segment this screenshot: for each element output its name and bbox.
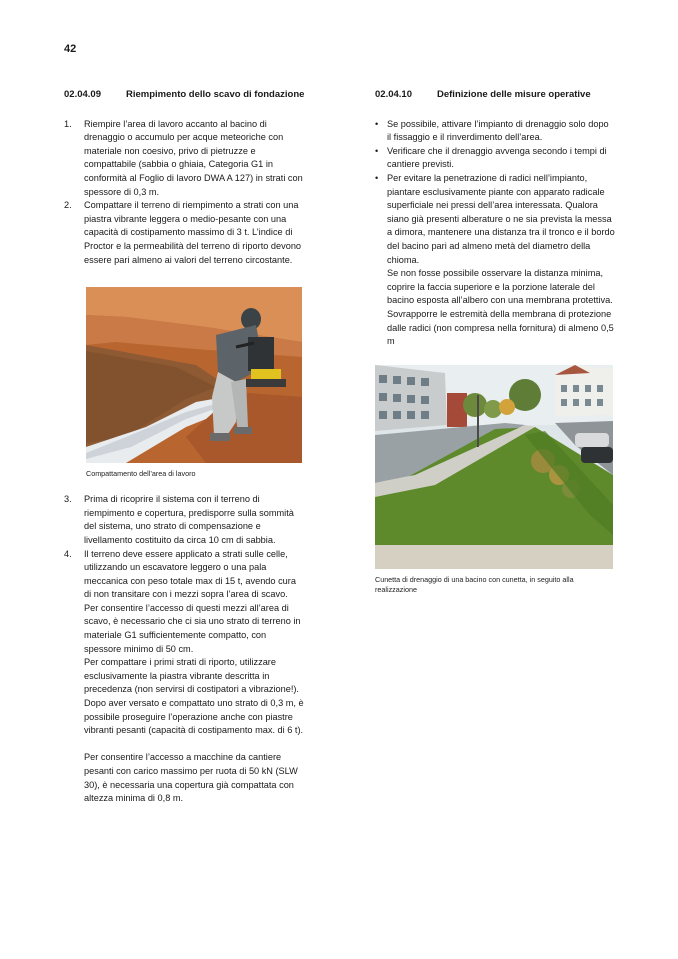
numbered-list: [64, 118, 304, 268]
left-column: [64, 88, 304, 806]
list-item-paragraph: Per compattare i primi strati di riporto, utilizzare esclusivamente la piastra vibrante descritta in precedenza (non servirsi di costipatori a vibrazione!). Dopo aver versato e compattato uno strato di 0,3 m, è possibile proseguire l’operazione anche con piastre vibranti pesanti (capacità di costipamento max. di 6 t).: [84, 657, 304, 736]
bullet-item: [375, 145, 615, 172]
list-item-text: Compattare il terreno di riempimento a strati con una piastra vibrante leggera o medio-pesante con una capacità di costipamento massimo di 3 t. L’indice di Proctor e la permeabilità del terreno di riporto devono essere pari almeno ai valori del terreno circostante.: [84, 200, 302, 265]
list-item: [64, 118, 304, 200]
bullet-text: Verificare che il drenaggio avvenga secondo i tempi di cantiere previsti.: [387, 145, 607, 170]
page-number: 42: [64, 43, 77, 55]
list-marker: 2.: [64, 200, 72, 211]
bullet-marker: •: [375, 145, 379, 156]
right-column: [375, 88, 615, 595]
list-item-paragraph: Per consentire l’accesso di questi mezzi all’area di scavo, è necessario che ci sia uno strato di terreno in materiale G1 sufficientemente compatto, con spessore minimo di 50 cm.: [84, 602, 301, 654]
list-item-paragraph: Il terreno deve essere applicato a strati sulle celle, utilizzando un escavatore leggero o una pala meccanica con peso totale max di 15 t, avendo cura di non transitare con i mezzi sopra l’area di scavo.: [84, 548, 296, 600]
list-item-paragraph: Per consentire l’accesso a macchine da cantiere pesanti con carico massimo per ruota di 50 kN (SLW 30), è necessaria una copertura già compattata con altezza minima di 0,8 m.: [84, 752, 298, 804]
section-number: 02.04.10: [375, 89, 412, 100]
figure-caption: Compattamento dell’area di lavoro: [86, 469, 196, 479]
bullet-item: [375, 118, 615, 145]
bullet-marker: •: [375, 172, 379, 183]
section-title: Riempimento dello scavo di fondazione: [126, 89, 305, 100]
list-item: [64, 199, 304, 267]
section-heading-left: [64, 88, 304, 102]
compaction-photo: [86, 287, 302, 463]
figure-caption: Cunetta di drenaggio di una bacino con cunetta, in seguito alla realizzazione: [375, 574, 574, 594]
list-item: [64, 493, 304, 547]
list-marker: 3.: [64, 494, 72, 505]
drainage-swale-photo: [375, 365, 613, 569]
list-marker: 1.: [64, 118, 72, 129]
list-item-text: Prima di ricoprire il sistema con il terreno di riempimento e copertura, predisporre sulla sommità del sistema, uno strato di compensazione e livellamento costituito da circa 10 cm di sabbia.: [84, 494, 294, 545]
bullet-item: [375, 172, 615, 349]
list-item-text: Riempire l’area di lavoro accanto al bacino di drenaggio o accumulo per acque meteoriche con materiale non coesivo, privo di pietruzze e compattabile (sabbia o ghiaia, Categoria G1 in conformità al Foglio di lavoro DWA A 127) in strati con spessore di 0,3 m.: [84, 118, 303, 197]
bullet-text-continued: Se non fosse possibile osservare la distanza minima, coprire la faccia superiore e la porzione laterale del bacino esposta all’albero con una membrana protettiva. Sovrapporre le estremità della membrana di protezione dalle radici (non compresa nella fornitura) di almeno 0,5 m: [387, 268, 614, 347]
section-number: 02.04.09: [64, 89, 101, 100]
figure-drainage-swale: [375, 365, 613, 595]
list-item: [64, 548, 304, 806]
numbered-list-continued: [64, 493, 304, 806]
bullet-text: Se possibile, attivare l’impianto di drenaggio solo dopo il fissaggio e il rinverdimento dell’area.: [387, 118, 609, 143]
figure-compaction: [86, 287, 302, 479]
list-marker: 4.: [64, 548, 72, 559]
bullet-text: Per evitare la penetrazione di radici nell’impianto, piantare esclusivamente piante con apparato radicale superficiale nei pressi dell’area interessata. Qualora siano già presenti alberature o ne sia prevista la messa a dimora, mantenere una distanza tra il tronco e il bordo del bacino pari ad almeno metà del diametro della chioma.: [387, 172, 615, 265]
bullet-list: [375, 118, 615, 349]
bullet-marker: •: [375, 118, 379, 129]
section-heading-right: [375, 88, 615, 102]
section-title: Definizione delle misure operative: [437, 89, 591, 100]
